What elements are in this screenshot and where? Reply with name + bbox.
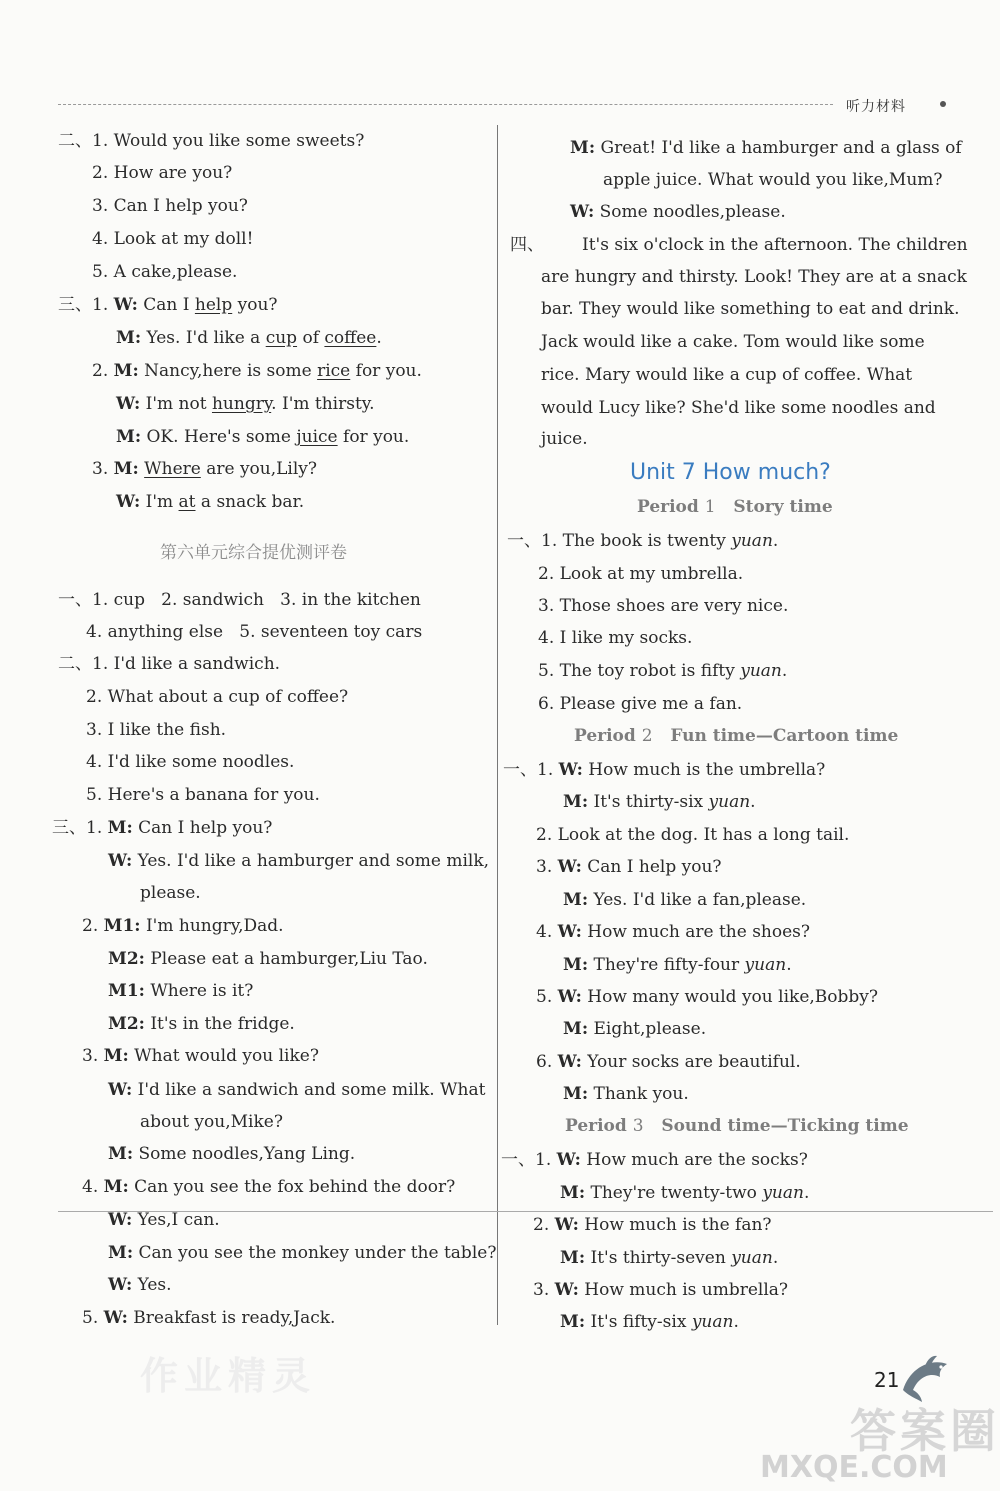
dialogue-line: M: They're twenty-two yuan. xyxy=(560,1183,810,1203)
dialogue-line: M2: It's in the fridge. xyxy=(108,1014,295,1034)
dialogue-line: M2: Please eat a hamburger,Liu Tao. xyxy=(108,949,428,969)
passage-line: are hungry and thirsty. Look! They are at a snack xyxy=(541,267,967,287)
column-divider xyxy=(497,125,498,1325)
watermark-url: MXQE.COM xyxy=(760,1450,948,1485)
dialogue-line: 2. M1: I'm hungry,Dad. xyxy=(82,916,284,936)
passage-line: Jack would like a cake. Tom would like some xyxy=(541,332,925,352)
dialogue-line: W: I'm at a snack bar. xyxy=(116,492,305,512)
list-item: 2. Look at the dog. It has a long tail. xyxy=(536,825,850,845)
dialogue-line: 5. W: How many would you like,Bobby? xyxy=(536,987,878,1007)
dialogue-line: 3. W: Can I help you? xyxy=(536,857,722,877)
dialogue-line: 5. W: Breakfast is ready,Jack. xyxy=(82,1308,336,1328)
dialogue-line: apple juice. What would you like,Mum? xyxy=(603,170,943,190)
passage-line: juice. xyxy=(541,429,588,449)
list-item: 4. anything else 5. seventeen toy cars xyxy=(86,622,423,642)
list-item: 3. Can I help you? xyxy=(92,196,248,216)
period-heading: Period 3 Sound time—Ticking time xyxy=(565,1116,909,1136)
list-item: 4. Look at my doll! xyxy=(92,229,254,249)
section-title: 第六单元综合提优测评卷 xyxy=(160,543,347,563)
list-item: 一、1. The book is twenty yuan. xyxy=(507,531,779,551)
dialogue-line: W: I'd like a sandwich and some milk. What xyxy=(108,1080,486,1100)
list-item: 6. Please give me a fan. xyxy=(538,694,743,714)
dialogue-line: M: OK. Here's some juice for you. xyxy=(116,427,410,447)
dialogue-line: M: It's thirty-six yuan. xyxy=(563,792,756,812)
dialogue-line: W: Yes,I can. xyxy=(108,1210,220,1230)
dialogue-line: 4. M: Can you see the fox behind the door? xyxy=(82,1177,456,1197)
dialogue-line: M: Thank you. xyxy=(563,1084,689,1104)
dialogue-line: 三、1. M: Can I help you? xyxy=(52,818,273,838)
header-rule xyxy=(58,104,833,105)
header-bullet-icon xyxy=(940,101,946,107)
list-item: 二、1. I'd like a sandwich. xyxy=(58,654,281,674)
dialogue-line: M: Eight,please. xyxy=(563,1019,707,1039)
list-item: 3. Those shoes are very nice. xyxy=(538,596,789,616)
unit-title: Unit 7 How much? xyxy=(630,460,831,485)
passage-line: bar. They would like something to eat and drink. xyxy=(541,299,960,319)
dialogue-line: 4. W: How much are the shoes? xyxy=(536,922,811,942)
dialogue-line: M: Some noodles,Yang Ling. xyxy=(108,1144,356,1164)
dialogue-line: 2. W: How much is the fan? xyxy=(533,1215,772,1235)
list-item: 3. I like the fish. xyxy=(86,720,227,740)
dialogue-line: M: It's thirty-seven yuan. xyxy=(560,1248,779,1268)
list-item: 2. What about a cup of coffee? xyxy=(86,687,349,707)
passage-line: rice. Mary would like a cup of coffee. What xyxy=(541,365,913,385)
list-item: 5. Here's a banana for you. xyxy=(86,785,320,805)
dialogue-line: 一、1. W: How much is the umbrella? xyxy=(503,760,826,780)
period-heading: Period 1 Story time xyxy=(637,497,833,517)
dialogue-line: M: Can you see the monkey under the table? xyxy=(108,1243,497,1263)
dialogue-line: W: Yes. xyxy=(108,1275,172,1295)
passage-line: 四、 It's six o'clock in the afternoon. The children xyxy=(510,235,968,255)
dialogue-line: 3. W: How much is umbrella? xyxy=(533,1280,789,1300)
dialogue-line: W: Some noodles,please. xyxy=(570,202,786,222)
dialogue-line: M: They're fifty-four yuan. xyxy=(563,955,792,975)
period-heading: Period 2 Fun time—Cartoon time xyxy=(574,726,899,746)
list-item: 4. I like my socks. xyxy=(538,628,693,648)
dialogue-line: M: Yes. I'd like a fan,please. xyxy=(563,890,807,910)
dialogue-line: 2. M: Nancy,here is some rice for you. xyxy=(92,361,422,381)
dialogue-line: 一、1. W: How much are the socks? xyxy=(501,1150,808,1170)
dialogue-line: please. xyxy=(140,883,201,903)
dialogue-line: W: I'm not hungry. I'm thirsty. xyxy=(116,394,375,414)
list-item: 2. Look at my umbrella. xyxy=(538,564,744,584)
dialogue-line: 6. W: Your socks are beautiful. xyxy=(536,1052,801,1072)
list-item: 5. A cake,please. xyxy=(92,262,238,282)
passage-line: would Lucy like? She'd like some noodles and xyxy=(541,398,936,418)
dialogue-line: about you,Mike? xyxy=(140,1112,283,1132)
dialogue-line: 3. M: What would you like? xyxy=(82,1046,319,1066)
header-label: 听力材料 xyxy=(846,99,906,115)
dialogue-line: 3. M: Where are you,Lily? xyxy=(92,459,318,479)
list-item: 一、1. cup 2. sandwich 3. in the kitchen xyxy=(58,590,421,610)
watermark-stamp: 作业精灵 xyxy=(140,1354,317,1398)
dialogue-line: M: Great! I'd like a hamburger and a glass of xyxy=(570,138,962,158)
dialogue-line: 三、1. W: Can I help you? xyxy=(58,295,278,315)
list-item: 4. I'd like some noodles. xyxy=(86,752,295,772)
watermark-logo: 答案圈 xyxy=(850,1404,1000,1458)
page-number: 21 xyxy=(874,1368,900,1392)
list-item: 二、1. Would you like some sweets? xyxy=(58,131,365,151)
dialogue-line: W: Yes. I'd like a hamburger and some milk, xyxy=(108,851,490,871)
list-item: 2. How are you? xyxy=(92,163,233,183)
dialogue-line: M: Yes. I'd like a cup of coffee. xyxy=(116,328,382,348)
dialogue-line: M: It's fifty-six yuan. xyxy=(560,1312,739,1332)
list-item: 5. The toy robot is fifty yuan. xyxy=(538,661,788,681)
dialogue-line: M1: Where is it? xyxy=(108,981,254,1001)
